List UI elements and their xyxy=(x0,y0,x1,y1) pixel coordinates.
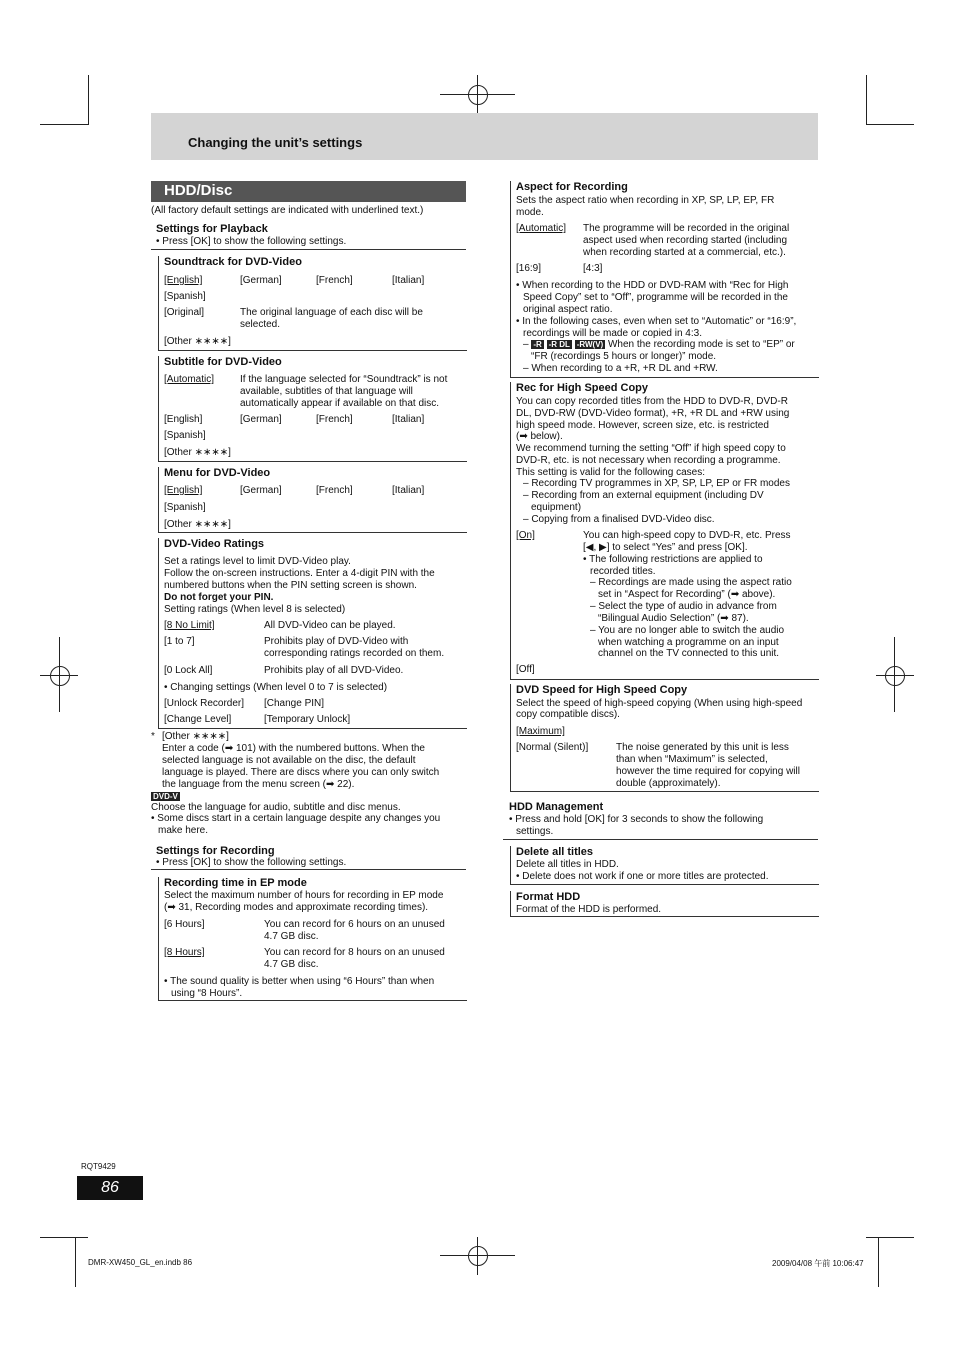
option-desc: The programme will be recorded in the original xyxy=(583,223,790,234)
rec-text: We recommend turning the setting “Off” if high speed copy to xyxy=(516,443,786,454)
playback-note: • Press [OK] to show the following settings. xyxy=(156,236,347,247)
option-english: [English] xyxy=(164,275,203,286)
hdd-heading: HDD Management xyxy=(509,801,604,813)
option-desc: “Bilingual Audio Selection” (➡ 87). xyxy=(598,613,749,624)
option-desc: 4.7 GB disc. xyxy=(264,959,319,970)
page-title: Changing the unit’s settings xyxy=(188,135,363,150)
option-desc: set in “Aspect for Recording” (➡ above). xyxy=(598,589,776,600)
playback-heading: Settings for Playback xyxy=(156,223,268,235)
footnote-text: language is played. There are discs where you can only switch xyxy=(162,767,440,778)
option-desc: If the language selected for “Soundtrack” is not xyxy=(240,374,448,385)
option-off: [Off] xyxy=(516,664,535,675)
rec-text: DVD-R, etc. is not necessary when recording a programme. xyxy=(516,455,781,466)
option-16-9: [16:9] xyxy=(516,263,542,274)
format-heading: Format HDD xyxy=(516,891,581,903)
ratings-warning: Do not forget your PIN. xyxy=(164,592,274,603)
option-original: [Original] xyxy=(164,307,205,318)
format-text: Format of the HDD is performed. xyxy=(516,904,662,915)
disc-badge: -R DL xyxy=(548,340,570,349)
option-desc: selected. xyxy=(240,319,281,330)
aspect-note: • When recording to the HDD or DVD-RAM with “Rec for High xyxy=(516,280,789,291)
option-german: [German] xyxy=(240,414,282,425)
option-desc: 4.7 GB disc. xyxy=(264,931,319,942)
recording-heading: Settings for Recording xyxy=(156,845,275,857)
option-desc: when recording started at a commercial, etc.). xyxy=(583,247,786,258)
option-desc: Prohibits play of all DVD-Video. xyxy=(264,665,404,676)
menu-heading: Menu for DVD-Video xyxy=(164,467,271,479)
aspect-note: When the recording mode is set to “EP” or xyxy=(607,339,795,350)
option-italian: [Italian] xyxy=(392,485,425,496)
crop-mark xyxy=(88,75,89,125)
option-german: [German] xyxy=(240,275,282,286)
ep-text: (➡ 31, Recording modes and approximate recording times). xyxy=(164,902,429,913)
option-desc: The noise generated by this unit is less xyxy=(616,742,789,753)
registration-mark-icon xyxy=(468,1246,488,1266)
crop-mark xyxy=(40,124,88,125)
option-desc: available, subtitles of that language will xyxy=(240,386,413,397)
option-lock-all: [0 Lock All] xyxy=(164,665,213,676)
rec-case: – Recording from an external equipment (including DV xyxy=(523,490,764,501)
ratings-text: Set a ratings level to limit DVD-Video play. xyxy=(164,556,351,567)
option-spanish: [Spanish] xyxy=(164,430,206,441)
option-desc: aspect used when recording started (including xyxy=(583,235,788,246)
footnote-text: Enter a code (➡ 101) with the numbered buttons. When the xyxy=(162,743,425,754)
file-name: DMR-XW450_GL_en.indb 86 xyxy=(88,1258,193,1267)
option-no-limit: [8 No Limit] xyxy=(164,620,215,631)
aspect-note: – When recording to a +R, +R DL and +RW. xyxy=(523,363,718,374)
option-italian: [Italian] xyxy=(392,275,425,286)
option-desc: You can record for 6 hours on an unused xyxy=(264,919,445,930)
ep-text: Select the maximum number of hours for recording in EP mode xyxy=(164,890,444,901)
option-desc: Prohibits play of DVD-Video with xyxy=(264,636,409,647)
registration-mark-icon xyxy=(50,666,70,686)
footnote-text: the language from the menu screen (➡ 22). xyxy=(162,779,355,790)
crop-mark xyxy=(866,75,867,125)
option-maximum: [Maximum] xyxy=(516,726,565,737)
dvdv-text: Choose the language for audio, subtitle and disc menus. xyxy=(151,802,401,813)
ratings-text: Follow the on-screen instructions. Enter a 4-digit PIN with the xyxy=(164,568,435,579)
aspect-heading: Aspect for Recording xyxy=(516,181,628,193)
option-desc: corresponding ratings recorded on them. xyxy=(264,648,445,659)
option-desc: – Select the type of audio in advance from xyxy=(590,601,777,612)
aspect-note: Speed Copy” set to “Off”, programme will be recorded in the xyxy=(523,292,788,303)
option-desc: – You are no longer able to switch the audio xyxy=(590,625,785,636)
option-english: [English] xyxy=(164,414,203,425)
option-spanish: [Spanish] xyxy=(164,502,206,513)
option-desc: You can record for 8 hours on an unused xyxy=(264,947,445,958)
footnote-title: [Other ∗∗∗∗] xyxy=(162,731,229,742)
option-4-3: [4:3] xyxy=(583,263,603,274)
option-desc: recorded titles. xyxy=(590,566,656,577)
aspect-note: original aspect ratio. xyxy=(523,304,613,315)
crop-mark xyxy=(866,124,914,125)
hdd-text: settings. xyxy=(516,826,554,837)
option-french: [French] xyxy=(316,275,353,286)
hdd-text: • Press and hold [OK] for 3 seconds to show the following xyxy=(509,814,764,825)
dvdv-text: make here. xyxy=(158,825,209,836)
disc-badge: -RW(V) xyxy=(576,340,604,349)
rec-case: equipment) xyxy=(531,502,582,513)
option-desc: channel on the TV connected to this unit. xyxy=(598,648,780,659)
option-other: [Other ∗∗∗∗] xyxy=(164,447,231,458)
aspect-note: • In the following cases, even when set to “Automatic” or “16:9”, xyxy=(516,316,797,327)
crop-mark xyxy=(440,94,515,95)
ratings-text: Setting ratings (When level 8 is selected) xyxy=(164,604,346,615)
ratings-text: numbered buttons when the PIN setting screen is shown. xyxy=(164,580,417,591)
intro-note: (All factory default settings are indicated with underlined text.) xyxy=(151,205,424,216)
option-desc: than when “Maximum” is selected, xyxy=(616,754,768,765)
print-date: 2009/04/08 午前 10:06:47 xyxy=(772,1259,864,1268)
rec-text: high speed mode. However, screen size, etc. is restricted xyxy=(516,420,769,431)
option-spanish: [Spanish] xyxy=(164,291,206,302)
crop-mark xyxy=(878,1237,879,1287)
option-desc: automatically appear if available on that disc. xyxy=(240,398,440,409)
dvdspeed-heading: DVD Speed for High Speed Copy xyxy=(516,684,688,696)
aspect-note: recordings will be made or copied in 4:3. xyxy=(523,328,702,339)
ratings-text: • Changing settings (When level 0 to 7 is selected) xyxy=(164,682,388,693)
ep-heading: Recording time in EP mode xyxy=(164,877,307,889)
crop-mark xyxy=(75,1237,76,1287)
dvdspeed-text: copy compatible discs). xyxy=(516,709,620,720)
option-french: [French] xyxy=(316,485,353,496)
disc-badge: -R xyxy=(533,340,542,349)
option-french: [French] xyxy=(316,414,353,425)
option-1-to-7: [1 to 7] xyxy=(164,636,195,647)
option-english: [English] xyxy=(164,485,203,496)
dvd-v-badge: DVD-V xyxy=(153,792,178,801)
recording-note: • Press [OK] to show the following settings. xyxy=(156,857,347,868)
option-on: [On] xyxy=(516,530,535,541)
option-normal-silent: [Normal (Silent)] xyxy=(516,742,589,753)
crop-mark xyxy=(440,1255,515,1256)
page-number: 86 xyxy=(77,1176,143,1200)
rec-text: You can copy recorded titles from the HDD to DVD-R, DVD-R xyxy=(516,396,788,407)
option-italian: [Italian] xyxy=(392,414,425,425)
option-change-pin: [Change PIN] xyxy=(264,698,325,709)
rec-text: This setting is valid for the following cases: xyxy=(516,467,705,478)
aspect-text: Sets the aspect ratio when recording in XP, SP, LP, EP, FR xyxy=(516,195,775,206)
delete-text: • Delete does not work if one or more titles are protected. xyxy=(516,871,769,882)
option-desc: however the time required for copying will xyxy=(616,766,800,777)
option-desc: when watching a programme on an input xyxy=(598,637,779,648)
rec-text: (➡ below). xyxy=(516,431,563,442)
rec-case: – Recording TV programmes in XP, SP, LP, EP or FR modes xyxy=(523,478,790,489)
option-german: [German] xyxy=(240,485,282,496)
aspect-text: mode. xyxy=(516,207,544,218)
registration-mark-icon xyxy=(468,85,488,105)
ratings-heading: DVD-Video Ratings xyxy=(164,538,265,550)
crop-mark xyxy=(40,1237,88,1238)
divider xyxy=(151,249,466,250)
option-desc: The original language of each disc will be xyxy=(240,307,423,318)
option-6-hours: [6 Hours] xyxy=(164,919,205,930)
aspect-note: “FR (recordings 5 hours or longer)” mode. xyxy=(531,351,717,362)
option-temporary-unlock: [Temporary Unlock] xyxy=(264,714,351,725)
option-desc: • The following restrictions are applied to xyxy=(583,554,763,565)
option-change-level: [Change Level] xyxy=(164,714,232,725)
subtitle-heading: Subtitle for DVD-Video xyxy=(164,356,282,368)
section-title: HDD/Disc xyxy=(164,182,233,199)
rec-heading: Rec for High Speed Copy xyxy=(516,382,649,394)
option-unlock-recorder: [Unlock Recorder] xyxy=(164,698,245,709)
delete-heading: Delete all titles xyxy=(516,846,594,858)
rec-case: – Copying from a finalised DVD-Video disc. xyxy=(523,514,715,525)
crop-mark xyxy=(40,675,78,676)
option-desc: [◀, ▶] to select “Yes” and press [OK]. xyxy=(583,542,748,553)
dvdv-text: • Some discs start in a certain language despite any changes you xyxy=(151,813,441,824)
footnote-text: selected language is not available on the disc, the default xyxy=(162,755,416,766)
crop-mark xyxy=(876,675,914,676)
registration-mark-icon xyxy=(885,666,905,686)
footnote-mark: * xyxy=(151,731,155,742)
document-code: RQT9429 xyxy=(81,1162,116,1171)
option-automatic: [Automatic] xyxy=(164,374,215,385)
crop-mark xyxy=(477,1237,478,1275)
ep-note: using “8 Hours”. xyxy=(171,988,243,999)
option-other: [Other ∗∗∗∗] xyxy=(164,336,231,347)
option-automatic: [Automatic] xyxy=(516,223,567,234)
option-desc: double (approximately). xyxy=(616,778,721,789)
option-other: [Other ∗∗∗∗] xyxy=(164,519,231,530)
option-8-hours: [8 Hours] xyxy=(164,947,205,958)
crop-mark xyxy=(866,1237,914,1238)
dvdspeed-text: Select the speed of high-speed copying (When using high-speed xyxy=(516,698,803,709)
soundtrack-heading: Soundtrack for DVD-Video xyxy=(164,256,302,268)
option-desc: You can high-speed copy to DVD-R, etc. Press xyxy=(583,530,791,541)
delete-text: Delete all titles in HDD. xyxy=(516,859,619,870)
ep-note: • The sound quality is better when using “6 Hours” than when xyxy=(164,976,435,987)
rec-text: DL, DVD-RW (DVD-Video format), +R, +R DL and +RW using xyxy=(516,408,790,419)
option-desc: – Recordings are made using the aspect ratio xyxy=(590,577,792,588)
divider xyxy=(151,869,466,870)
option-desc: All DVD-Video can be played. xyxy=(264,620,396,631)
divider xyxy=(503,839,818,840)
